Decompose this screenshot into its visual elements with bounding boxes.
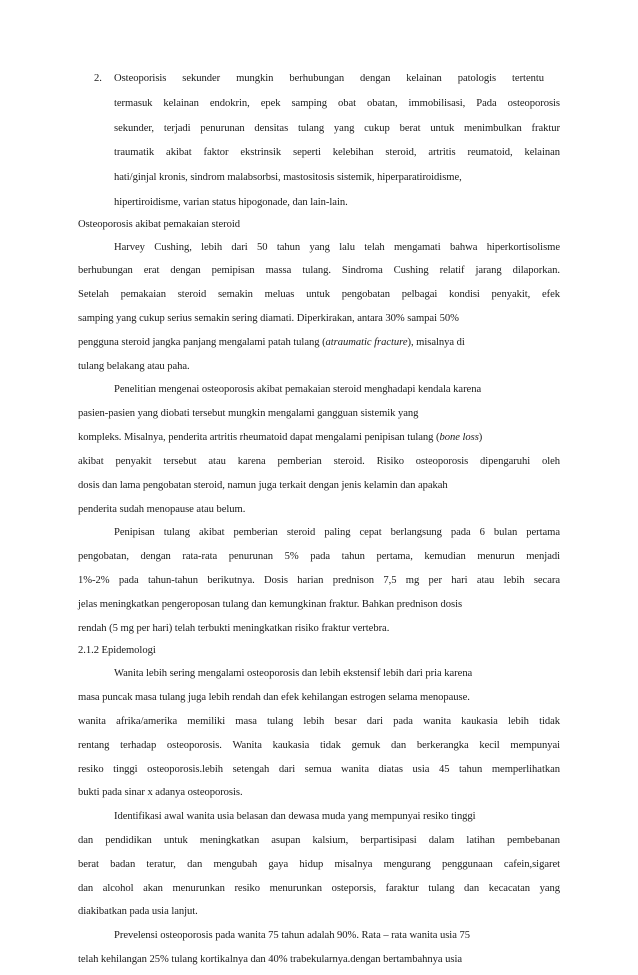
paragraph-line: 1%-2% pada tahun-tahun berikutnya. Dosis harian prednison 7,5 mg per hari atau lebih secara bbox=[78, 574, 560, 586]
paragraph-line: kompleks. Misalnya, penderita artritis rheumatoid dapat mengalami penipisan tulang (bone loss) bbox=[78, 432, 483, 444]
paragraph-line: resiko tinggi osteoporosis.lebih setengah dari semua wanita diatas usia 45 tahun memperlihatkan bbox=[78, 763, 560, 775]
paragraph-line: rentang terhadap osteoporosis. Wanita kaukasia tidak gemuk dan berkerangka kecil mempunyai bbox=[78, 739, 560, 751]
paragraph-line: penderita sudah menopause atau belum. bbox=[78, 503, 246, 515]
paragraph-line: masa puncak masa tulang juga lebih rendah dan efek kehilangan estrogen selama menopause. bbox=[78, 692, 470, 704]
paragraph-line: dosis dan lama pengobatan steroid, namun juga terkait dengan jenis kelamin dan apakah bbox=[78, 479, 448, 491]
paragraph-line: telah kehilangan 25% tulang kortikalnya dan 40% trabekularnya.dengan bertambahnya usia bbox=[78, 954, 463, 965]
italic-term: bone loss bbox=[439, 432, 479, 444]
paragraph-line: Wanita lebih sering mengalami osteoporosis dan lebih ekstensif lebih dari pria karena bbox=[114, 668, 473, 680]
paragraph-line: akibat penyakit tersebut atau karena pemberian steroid. Risiko osteoporosis dipengaruhi oleh bbox=[78, 455, 560, 467]
paragraph-line: Prevelensi osteoporosis pada wanita 75 tahun adalah 90%. Rata – rata wanita usia 75 bbox=[114, 930, 470, 942]
list-number: 2. bbox=[94, 73, 102, 84]
list-item-line: sekunder, terjadi penurunan densitas tulang yang cukup berat untuk menimbulkan fraktur bbox=[114, 122, 560, 134]
paragraph-line: wanita afrika/amerika memiliki masa tulang lebih besar dari pada wanita kaukasia lebih tidak bbox=[78, 715, 560, 727]
list-item-line: hati/ginjal kronis, sindrom malabsorbsi, mastositosis sistemik, hiperparatiroidisme, bbox=[114, 172, 462, 184]
list-item-line: Osteoporisis sekunder mungkin berhubungan dengan kelainan patologis tertentu bbox=[114, 73, 544, 84]
list-item-line: termasuk kelainan endokrin, epek samping obat obatan, immobilisasi, Pada osteoporosis bbox=[114, 97, 560, 109]
list-item-line: traumatik akibat faktor ekstrinsik seperti kelebihan steroid, artritis reumatoid, kelainan bbox=[114, 147, 560, 159]
paragraph-line: pasien-pasien yang diobati tersebut mungkin mengalami gangguan sistemik yang bbox=[78, 408, 419, 420]
paragraph-line: dan alcohol akan menurunkan resiko menurunkan osteporsis, faraktur tulang dan kecacatan yang bbox=[78, 882, 560, 894]
paragraph-line: Harvey Cushing, lebih dari 50 tahun yang lalu telah mengamati bahwa hiperkortisolisme bbox=[114, 241, 560, 253]
paragraph-line: dan pendidikan untuk meningkatkan asupan kalsium, berpartisipasi dalam latihan pembebanan bbox=[78, 834, 560, 846]
paragraph-line: pengguna steroid jangka panjang mengalami patah tulang (atraumatic fracture), misalnya di bbox=[78, 336, 465, 348]
paragraph-line: jelas meningkatkan pengeroposan tulang dan kemungkinan fraktur. Bahkan prednison dosis bbox=[78, 598, 463, 610]
paragraph-line: berat badan teratur, dan mengubah gaya hidup misalnya mengurang penggunaan cafein,sigaret bbox=[78, 858, 560, 870]
paragraph-line: samping yang cukup serius semakin sering diamati. Diperkirakan, antara 30% sampai 50% bbox=[78, 313, 459, 324]
paragraph-line: Identifikasi awal wanita usia belasan dan dewasa muda yang mempunyai resiko tinggi bbox=[114, 811, 476, 823]
list-item-line: hipertiroidisme, varian status hipogonade, dan lain-lain. bbox=[114, 196, 348, 208]
paragraph-line: bukti pada sinar x adanya osteoporosis. bbox=[78, 787, 243, 799]
section-heading: Osteoporosis akibat pemakaian steroid bbox=[78, 218, 241, 230]
paragraph-line: rendah (5 mg per hari) telah terbukti meningkatkan risiko fraktur vertebra. bbox=[78, 622, 390, 634]
section-heading: 2.1.2 Epidemologi bbox=[78, 644, 156, 656]
paragraph-line: Penipisan tulang akibat pemberian steroid paling cepat berlangsung pada 6 bulan pertama bbox=[114, 527, 560, 539]
paragraph-line: Penelitian mengenai osteoporosis akibat pemakaian steroid menghadapi kendala karena bbox=[114, 384, 482, 396]
paragraph-line: berhubungan erat dengan pemipisan massa tulang. Sindroma Cushing relatif jarang dilaporkan. bbox=[78, 265, 560, 277]
italic-term: atraumatic fracture bbox=[325, 336, 408, 348]
paragraph-line: Setelah pemakaian steroid semakin meluas untuk pengobatan pelbagai kondisi penyakit, efek bbox=[78, 289, 560, 301]
paragraph-line: tulang belakang atau paha. bbox=[78, 360, 190, 372]
paragraph-line: pengobatan, dengan rata-rata penurunan 5% pada tahun pertama, kemudian menurun menjadi bbox=[78, 551, 560, 563]
paragraph-line: diakibatkan pada usia lanjut. bbox=[78, 906, 198, 918]
